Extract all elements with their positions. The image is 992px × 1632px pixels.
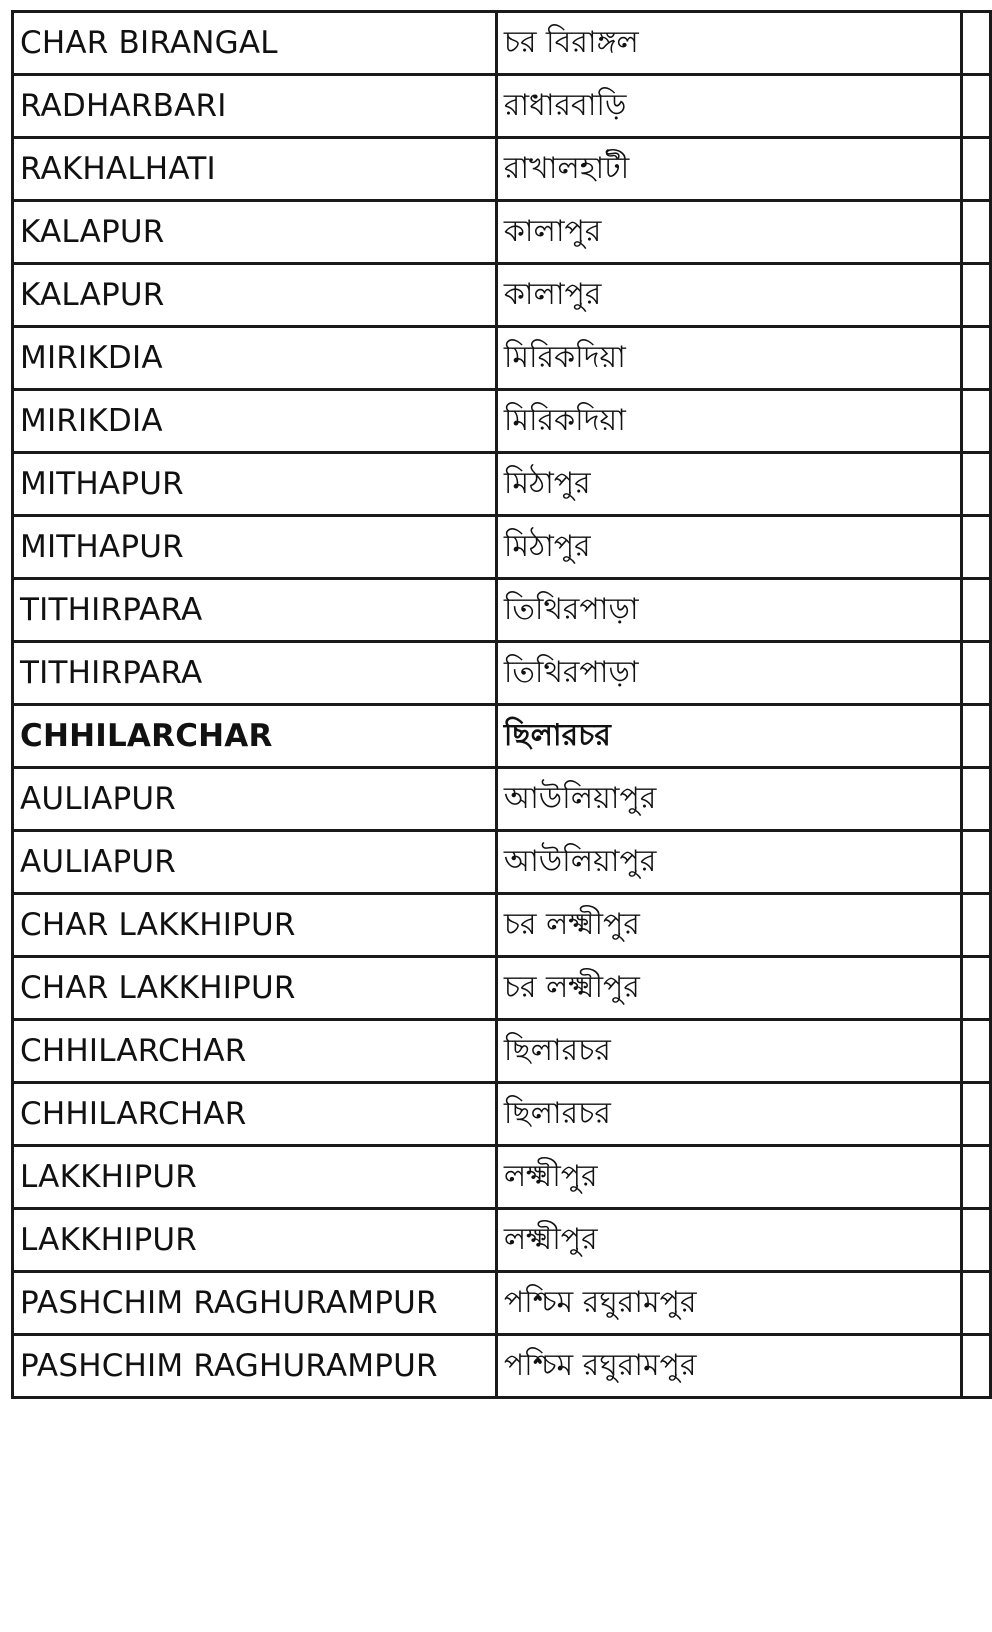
english-name-cell: CHHILARCHAR	[13, 705, 497, 768]
table-row	[13, 201, 991, 264]
english-name-cell: PASHCHIM RAGHURAMPUR	[13, 1272, 497, 1335]
table-row	[13, 1335, 991, 1398]
english-name-cell: KALAPUR	[13, 264, 497, 327]
english-name-cell: LAKKHIPUR	[13, 1146, 497, 1209]
table-row	[13, 75, 991, 138]
empty-cell	[962, 894, 991, 957]
bengali-name-cell: মিঠাপুর	[496, 516, 961, 579]
bengali-name-cell: চর বিরাঙ্গল	[496, 12, 961, 75]
table-row	[13, 1209, 991, 1272]
bengali-name-cell: মিঠাপুর	[496, 453, 961, 516]
table-row	[13, 1020, 991, 1083]
english-name-cell: RAKHALHATI	[13, 138, 497, 201]
empty-cell	[962, 138, 991, 201]
english-name-cell: CHHILARCHAR	[13, 1083, 497, 1146]
bengali-name-cell: পশ্চিম রঘুরামপুর	[496, 1272, 961, 1335]
empty-cell	[962, 1020, 991, 1083]
bengali-name-cell: তিথিরপাড়া	[496, 579, 961, 642]
table-row	[13, 516, 991, 579]
bengali-name-cell: কালাপুর	[496, 264, 961, 327]
table-row	[13, 831, 991, 894]
english-name-cell: MITHAPUR	[13, 453, 497, 516]
english-name-cell: AULIAPUR	[13, 768, 497, 831]
table-row	[13, 768, 991, 831]
english-name-cell: KALAPUR	[13, 201, 497, 264]
empty-cell	[962, 957, 991, 1020]
empty-cell	[962, 642, 991, 705]
empty-cell	[962, 705, 991, 768]
bengali-name-cell: তিথিরপাড়া	[496, 642, 961, 705]
bengali-name-cell: ছিলারচর	[496, 1083, 961, 1146]
table-row	[13, 957, 991, 1020]
table-row	[13, 138, 991, 201]
english-name-cell: LAKKHIPUR	[13, 1209, 497, 1272]
empty-cell	[962, 75, 991, 138]
table-row	[13, 453, 991, 516]
english-name-cell: CHAR LAKKHIPUR	[13, 957, 497, 1020]
english-name-cell: MIRIKDIA	[13, 327, 497, 390]
bengali-name-cell: মিরিকদিয়া	[496, 327, 961, 390]
english-name-cell: CHHILARCHAR	[13, 1020, 497, 1083]
table-row	[13, 1146, 991, 1209]
english-name-cell: PASHCHIM RAGHURAMPUR	[13, 1335, 497, 1398]
table-row	[13, 1083, 991, 1146]
table-row	[13, 894, 991, 957]
table-row	[13, 390, 991, 453]
english-name-cell: CHAR LAKKHIPUR	[13, 894, 497, 957]
english-name-cell: TITHIRPARA	[13, 642, 497, 705]
empty-cell	[962, 453, 991, 516]
bengali-name-cell: আউলিয়াপুর	[496, 831, 961, 894]
empty-cell	[962, 201, 991, 264]
bengali-name-cell: পশ্চিম রঘুরামপুর	[496, 1335, 961, 1398]
empty-cell	[962, 1335, 991, 1398]
table-row	[13, 642, 991, 705]
bengali-name-cell: লক্ষ্মীপুর	[496, 1146, 961, 1209]
empty-cell	[962, 1209, 991, 1272]
table-row	[13, 264, 991, 327]
bengali-name-cell: ছিলারচর	[496, 705, 961, 768]
empty-cell	[962, 264, 991, 327]
place-name-table	[11, 10, 992, 1399]
bengali-name-cell: ছিলারচর	[496, 1020, 961, 1083]
empty-cell	[962, 831, 991, 894]
empty-cell	[962, 1272, 991, 1335]
bengali-name-cell: মিরিকদিয়া	[496, 390, 961, 453]
table-row	[13, 579, 991, 642]
english-name-cell: CHAR BIRANGAL	[13, 12, 497, 75]
table-row	[13, 1272, 991, 1335]
table-row	[13, 327, 991, 390]
bengali-name-cell: রাধারবাড়ি	[496, 75, 961, 138]
english-name-cell: TITHIRPARA	[13, 579, 497, 642]
empty-cell	[962, 1146, 991, 1209]
english-name-cell: RADHARBARI	[13, 75, 497, 138]
bengali-name-cell: রাখালহাটী	[496, 138, 961, 201]
bengali-name-cell: চর লক্ষ্মীপুর	[496, 894, 961, 957]
empty-cell	[962, 768, 991, 831]
bengali-name-cell: চর লক্ষ্মীপুর	[496, 957, 961, 1020]
bengali-name-cell: কালাপুর	[496, 201, 961, 264]
empty-cell	[962, 579, 991, 642]
bengali-name-cell: আউলিয়াপুর	[496, 768, 961, 831]
empty-cell	[962, 12, 991, 75]
english-name-cell: MITHAPUR	[13, 516, 497, 579]
empty-cell	[962, 516, 991, 579]
bengali-name-cell: লক্ষ্মীপুর	[496, 1209, 961, 1272]
table-row	[13, 12, 991, 75]
english-name-cell: MIRIKDIA	[13, 390, 497, 453]
table-body	[13, 12, 991, 1398]
english-name-cell: AULIAPUR	[13, 831, 497, 894]
empty-cell	[962, 327, 991, 390]
empty-cell	[962, 1083, 991, 1146]
empty-cell	[962, 390, 991, 453]
table-row	[13, 705, 991, 768]
